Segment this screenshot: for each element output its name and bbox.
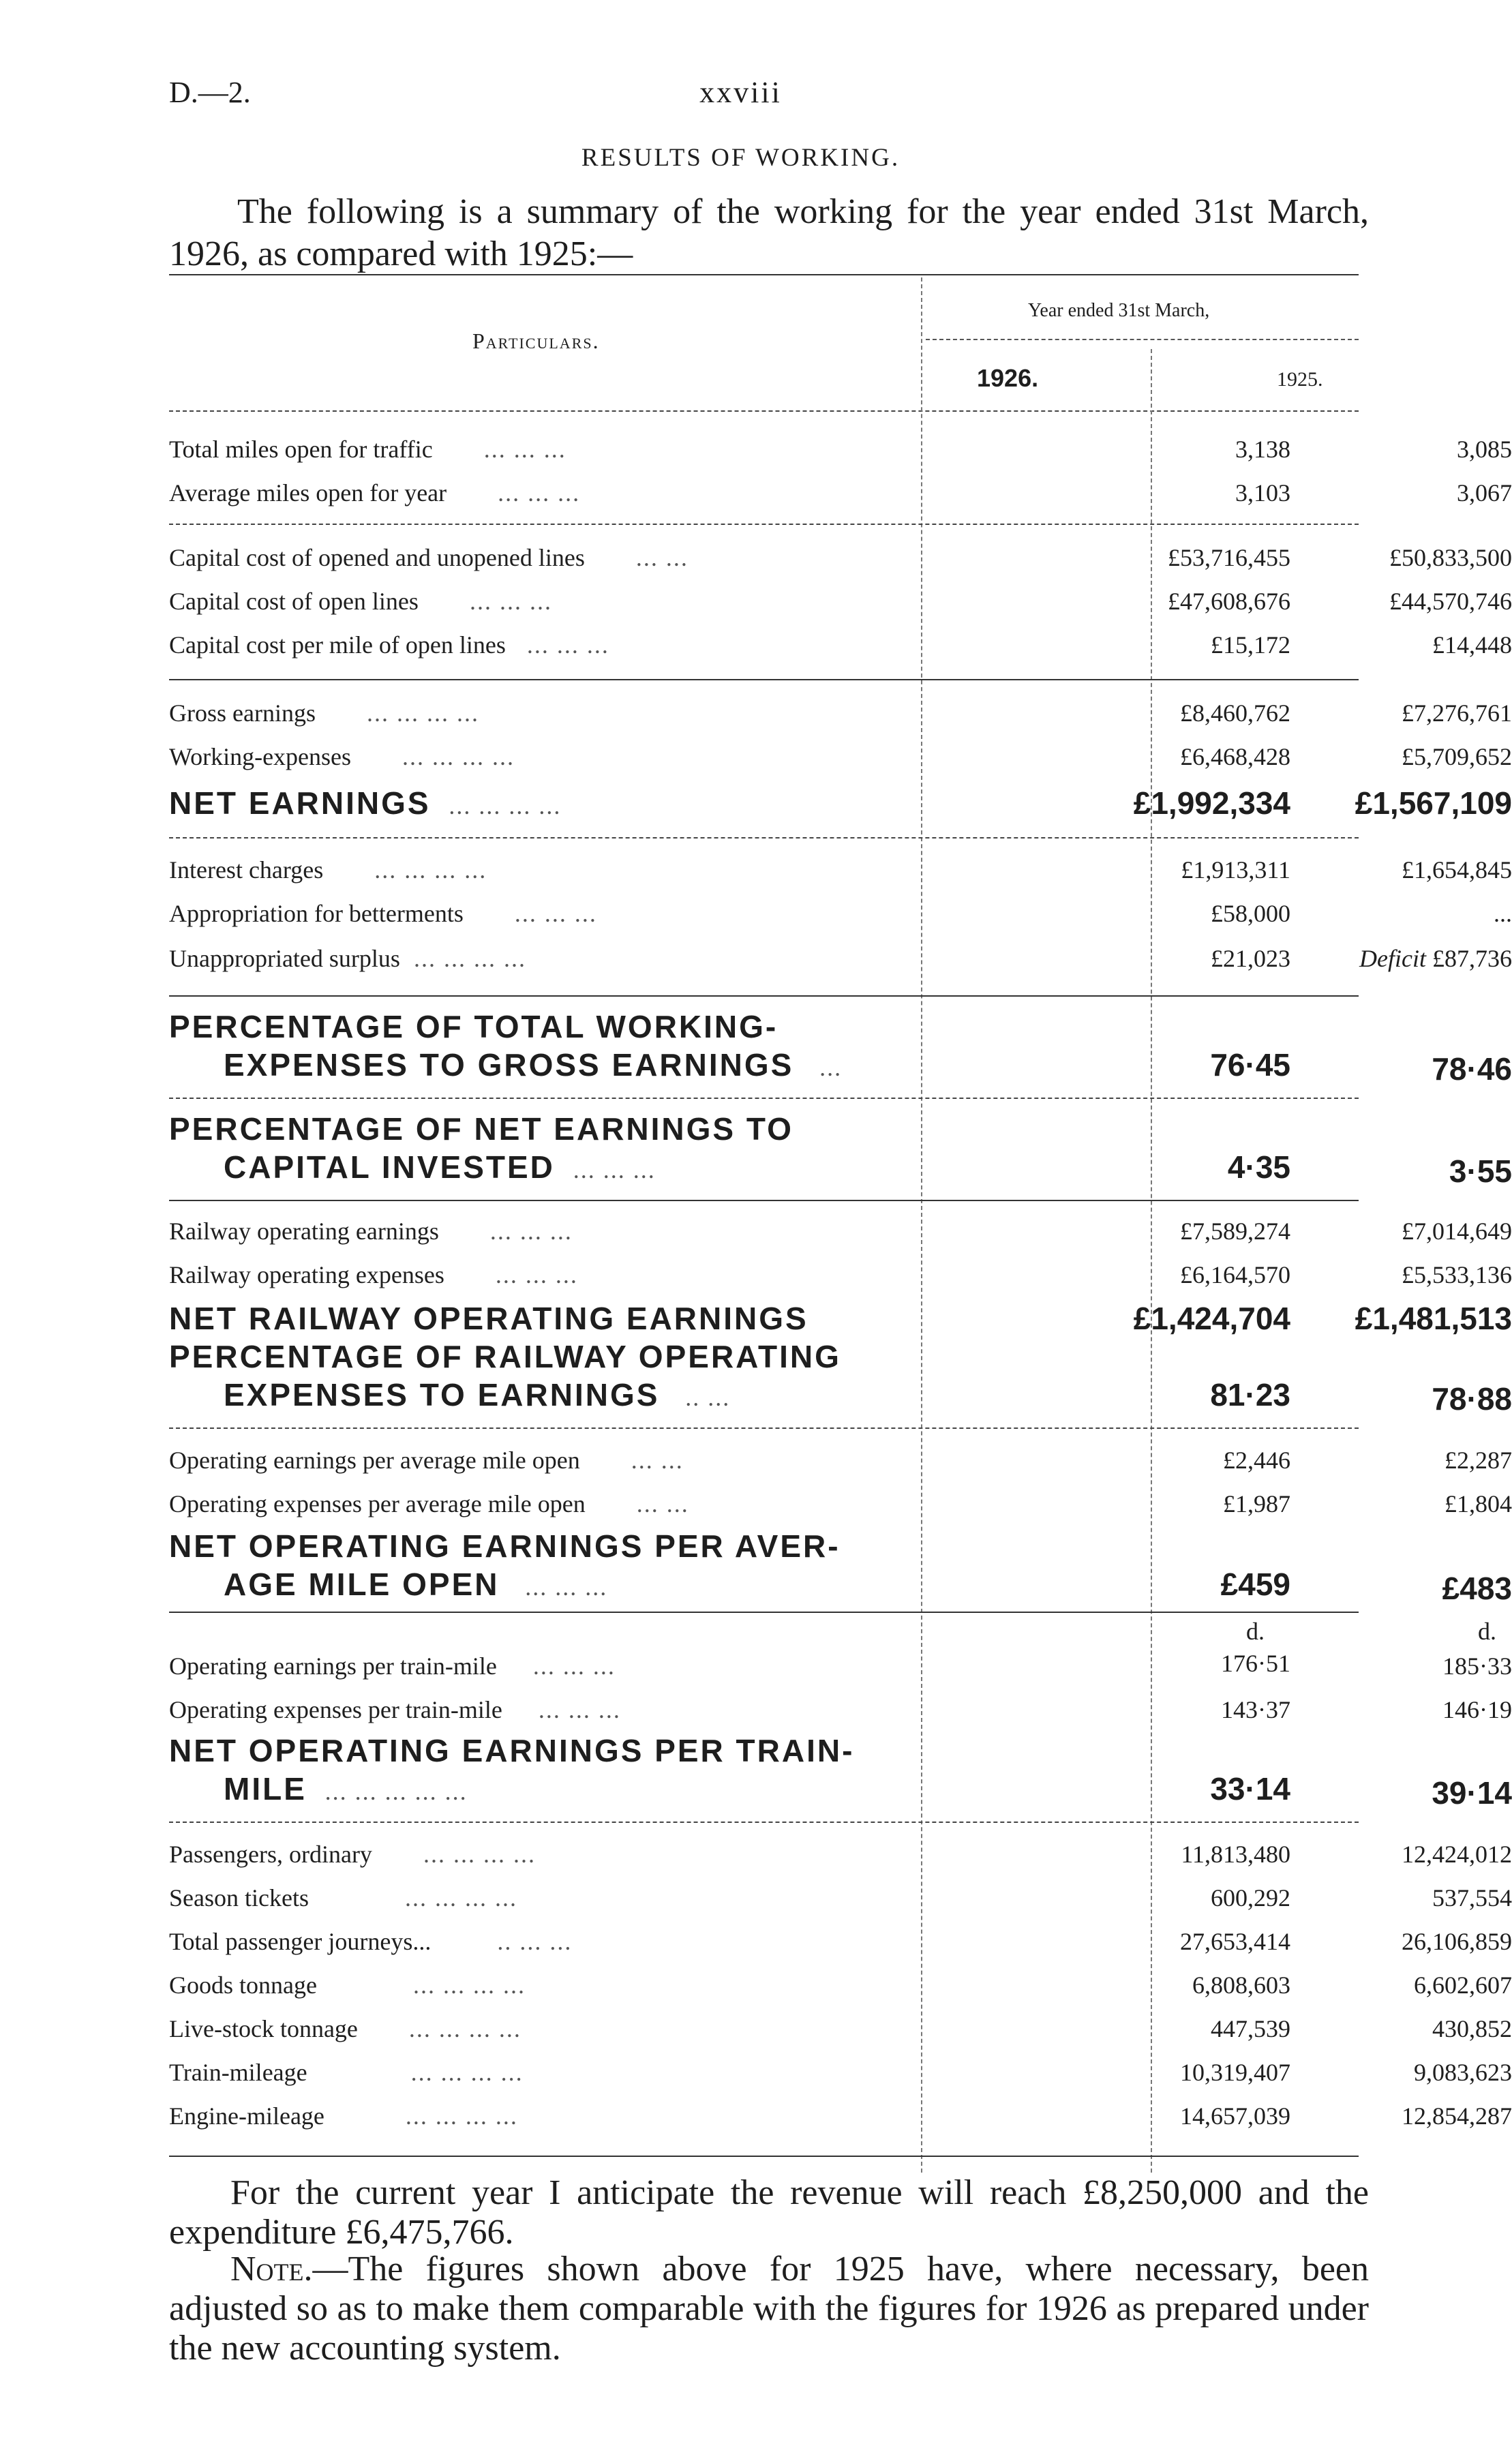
pence-unit-1925: d. — [1478, 1618, 1496, 1645]
document-reference: D.—2. — [169, 76, 251, 109]
table-row: Average miles open for year ... ... ... 3,103 3,067 — [169, 479, 1512, 507]
table-row: Railway operating expenses ... ... ... £6,164,570 £5,533,136 — [169, 1261, 1512, 1288]
pence-unit-1926: d. — [1246, 1618, 1265, 1645]
table-row-net-railway-operating-earnings: NET RAILWAY OPERATING EARNINGS £1,424,704 £1,481,513 — [169, 1301, 1512, 1336]
table-row: Total miles open for traffic ... ... ... 3,138 3,085 — [169, 436, 1512, 463]
table-row: Unappropriated surplus ... ... ... ... £21,023 Deficit £87,736 — [169, 945, 1512, 972]
table-row: Train-mileage ... ... ... ... 10,319,407 9,083,623 — [169, 2059, 1512, 2086]
table-row: Passengers, ordinary ... ... ... ... 11,813,480 12,424,012 — [169, 1841, 1512, 1868]
table-row: Appropriation for betterments ... ... ... £58,000 ... — [169, 900, 1512, 927]
table-row: Live-stock tonnage ... ... ... ... 447,539 430,852 — [169, 2015, 1512, 2042]
table-row: Capital cost of opened and unopened lines ... ... £53,716,455 £50,833,500 — [169, 544, 1512, 571]
table-row: Gross earnings ... ... ... ... £8,460,762 £7,276,761 — [169, 699, 1512, 727]
table-row-net-per-train-mile: NET OPERATING EARNINGS PER TRAIN- MILE ... ... ... ... ... 33·14 39·14 — [169, 1733, 1512, 1811]
table-row: Working-expenses ... ... ... ... £6,468,428 £5,709,652 — [169, 743, 1512, 770]
table-row-working-expense-percentage: PERCENTAGE OF TOTAL WORKING- EXPENSES TO GROSS EARNINGS ... 76·45 78·46 — [169, 1009, 1512, 1087]
table-row: Total passenger journeys... .. ... ... 27,653,414 26,106,859 — [169, 1928, 1512, 1955]
table-row: Engine-mileage ... ... ... ... 14,657,039 12,854,287 — [169, 2102, 1512, 2130]
column-1925-heading: 1925. — [1277, 368, 1323, 391]
table-row: Operating earnings per train-mile ... ... ... 176·51 185·33 — [169, 1650, 1512, 1680]
table-row: Operating expenses per average mile open ... ... £1,987 £1,804 — [169, 1490, 1512, 1517]
intro-paragraph: The following is a summary of the working for the year ended 31st March, 1926, as compared with 1925:— — [169, 192, 1369, 273]
section-title: RESULTS OF WORKING. — [581, 144, 901, 172]
table-row-railway-expense-percentage: PERCENTAGE OF RAILWAY OPERATING EXPENSES TO EARNINGS .. ... 81·23 78·88 — [169, 1339, 1512, 1417]
page-number: xxviii — [699, 76, 782, 109]
table-row: Goods tonnage ... ... ... ... 6,808,603 6,602,607 — [169, 1971, 1512, 1999]
forecast-paragraph: For the current year I anticipate the revenue will reach £8,250,000 and the expenditure £6,475,766. — [169, 2173, 1369, 2252]
table-row: Interest charges ... ... ... ... £1,913,311 £1,654,845 — [169, 856, 1512, 883]
note-paragraph: Note.—The figures shown above for 1925 have, where necessary, been adjusted so as to make them comparable with the figures for 1926 as prepared under the new accounting system. — [169, 2250, 1369, 2368]
table-row-net-per-average-mile: NET OPERATING EARNINGS PER AVER- AGE MILE OPEN ... ... ... £459 £483 — [169, 1528, 1512, 1606]
year-ended-heading: Year ended 31st March, — [1028, 300, 1210, 321]
column-1926-heading: 1926. — [977, 364, 1039, 392]
table-row-net-earnings-percentage: PERCENTAGE OF NET EARNINGS TO CAPITAL INVESTED ... ... ... 4·35 3·55 — [169, 1111, 1512, 1189]
particulars-heading: Particulars. — [472, 329, 600, 353]
results-table — [169, 274, 1512, 2169]
table-row: Season tickets ... ... ... ... 600,292 537,554 — [169, 1884, 1512, 1911]
table-row: Railway operating earnings ... ... ... £7,589,274 £7,014,649 — [169, 1218, 1512, 1245]
table-row: Capital cost per mile of open lines ... ... ... £15,172 £14,448 — [169, 631, 1512, 659]
table-row-net-earnings: NET EARNINGS ... ... ... ... £1,992,334 £1,567,109 — [169, 785, 1512, 821]
table-row: Capital cost of open lines ... ... ... £47,608,676 £44,570,746 — [169, 588, 1512, 615]
table-row: Operating expenses per train-mile ... ... ... 143·37 146·19 — [169, 1696, 1512, 1723]
table-row: Operating earnings per average mile open ... ... £2,446 £2,287 — [169, 1447, 1512, 1474]
